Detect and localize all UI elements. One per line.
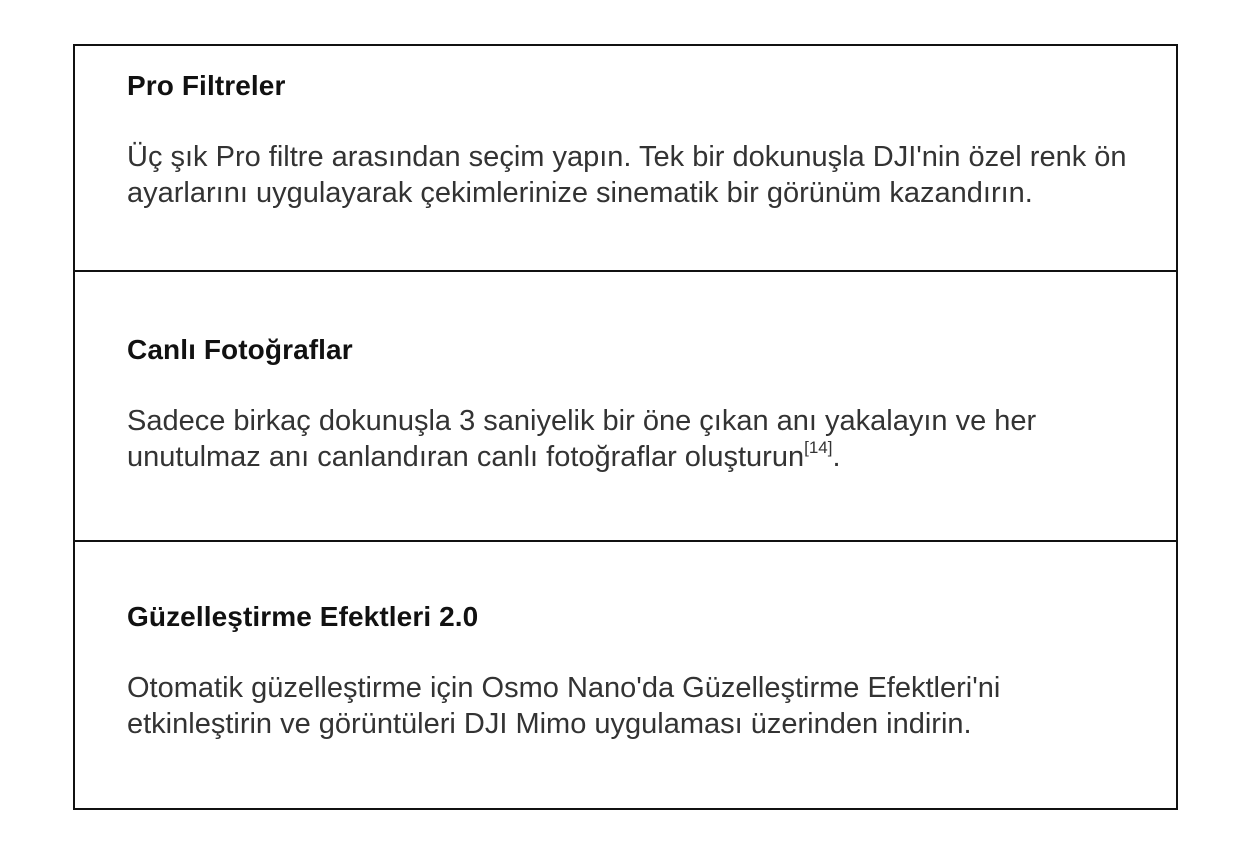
- feature-title: Pro Filtreler: [127, 70, 286, 101]
- feature-row-beauty-effects: [75, 542, 1176, 810]
- feature-description-end: .: [832, 441, 841, 473]
- feature-title: Güzelleştirme Efektleri 2.0: [127, 601, 479, 632]
- feature-title: Canlı Fotoğraflar: [127, 334, 353, 365]
- feature-description: [127, 670, 1147, 742]
- footnote-reference[interactable]: [14]: [804, 438, 833, 458]
- feature-description-text: Üç şık Pro filtre arasından seçim yapın. Tek bir dokunuşla DJI'nin özel renk ön ayarlarını uygulayarak çekimlerinize sinematik bir görünüm kazandırın.: [127, 141, 1127, 209]
- feature-row-live-photos: [75, 272, 1176, 542]
- feature-row-pro-filters: [75, 46, 1176, 272]
- feature-description-text: Sadece birkaç dokunuşla 3 saniyelik bir öne çıkan anı yakalayın ve her unutulmaz anı canlandıran canlı fotoğraflar oluşturun: [127, 405, 1037, 473]
- feature-description: [127, 139, 1147, 211]
- feature-description-text: Otomatik güzelleştirme için Osmo Nano'da Güzelleştirme Efektleri'ni etkinleştirin ve görüntüleri DJI Mimo uygulaması üzerinden indirin.: [127, 672, 1001, 740]
- feature-description: [127, 403, 1147, 475]
- feature-table: [73, 44, 1178, 810]
